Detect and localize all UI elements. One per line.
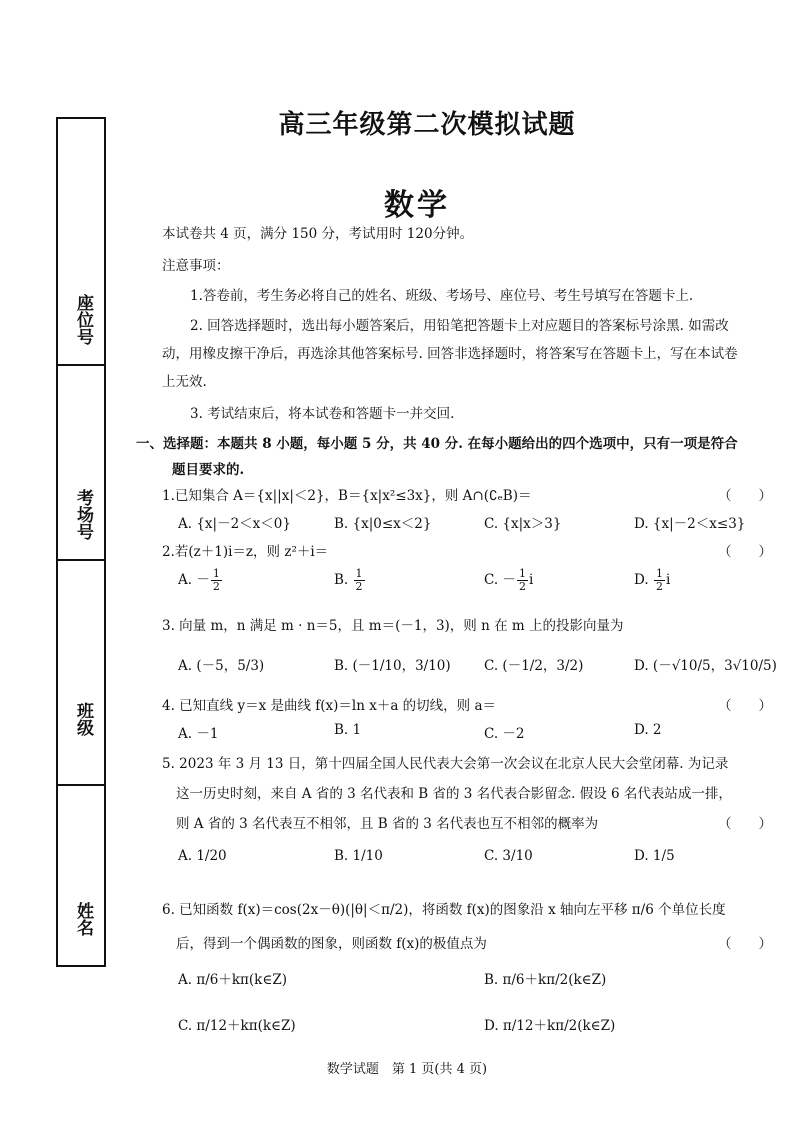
- q1-option-c: C. {x|x＞3}: [484, 516, 562, 532]
- q3-option-d: D. (－√10/5，3√10/5): [634, 658, 777, 674]
- sidebar-divider: [58, 784, 104, 786]
- q1-option-a: A. {x|－2＜x＜0}: [178, 516, 291, 532]
- fraction: [517, 568, 528, 593]
- intro-text: 本试卷共 4 页，满分 150 分，考试用时 120分钟。: [162, 226, 474, 242]
- denominator: 2: [518, 580, 526, 593]
- q4-option-a: A. －1: [178, 726, 219, 742]
- note-1: 1.答卷前，考生务必将自己的姓名、班级、考场号、座位号、考生号填写在答题卡上.: [190, 288, 694, 304]
- numerator: 1: [212, 567, 220, 580]
- q2-option-d: [634, 568, 670, 593]
- q5-stem-3: 则 A 省的 3 名代表互不相邻，且 B 省的 3 名代表也互不相邻的概率为: [176, 816, 599, 832]
- q3-option-b: B. (－1/10，3/10): [334, 658, 451, 674]
- subject-title: 数学: [384, 188, 450, 223]
- sidebar-divider: [58, 364, 104, 366]
- exam-title: 高三年级第二次模拟试题: [278, 110, 576, 140]
- binding-sidebar: [56, 117, 106, 967]
- page-footer: 数学试题 第 1 页(共 4 页): [326, 1062, 488, 1077]
- q2-option-b-prefix: B.: [334, 572, 353, 588]
- q2-option-d-prefix: D.: [634, 572, 653, 588]
- notes-heading: 注意事项：: [162, 258, 230, 274]
- q1-option-d: D. {x|－2＜x≤3}: [634, 516, 746, 532]
- q1-stem: 1.已知集合 A＝{x||x|＜2}，B＝{x|x²≤3x}，则 A∩(∁ₑB)＝: [162, 488, 532, 504]
- answer-paren: （ ）: [718, 698, 772, 714]
- answer-paren: （ ）: [718, 544, 772, 560]
- q2-option-a-prefix: A. －: [178, 572, 210, 588]
- q6-option-b: B. π/6＋kπ/2(k∈Z): [484, 972, 607, 988]
- q6-stem-1: 6. 已知函数 f(x)＝cos(2x－θ)(|θ|＜π/2)，将函数 f(x)的图象沿 x 轴向左平移 π/6 个单位长度: [162, 902, 726, 918]
- q3-option-c: C. (－1/2，3/2): [484, 658, 584, 674]
- fraction: [211, 568, 222, 593]
- q5-option-d: D. 1/5: [634, 848, 675, 864]
- section-heading: 一、选择题：本题共 8 小题，每小题 5 分，共 40 分. 在每小题给出的四个选项中，只有一项是符合: [136, 436, 738, 452]
- q5-option-b: B. 1/10: [334, 848, 383, 864]
- q5-option-a: A. 1/20: [178, 848, 227, 864]
- q5-option-c: C. 3/10: [484, 848, 533, 864]
- note-2-end: 上无效.: [162, 374, 207, 390]
- numerator: 1: [355, 567, 363, 580]
- q1-option-b: B. {x|0≤x＜2}: [334, 516, 432, 532]
- q6-option-c: C. π/12＋kπ(k∈Z): [178, 1018, 296, 1034]
- answer-paren: （ ）: [718, 936, 772, 952]
- answer-paren: （ ）: [718, 488, 772, 504]
- exam-room-label: 考场号: [73, 488, 93, 540]
- numerator: 1: [518, 567, 526, 580]
- numerator: 1: [655, 567, 663, 580]
- q2-option-c-suffix: i: [528, 572, 534, 588]
- q4-stem: 4. 已知直线 y＝x 是曲线 f(x)＝ln x＋a 的切线，则 a＝: [162, 698, 497, 714]
- q4-option-c: C. －2: [484, 726, 525, 742]
- section-heading-cont: 题目要求的.: [172, 462, 245, 478]
- note-3: 3. 考试结束后，将本试卷和答题卡一并交回.: [190, 406, 455, 422]
- answer-paren: （ ）: [718, 816, 772, 832]
- q2-option-a: [178, 568, 223, 593]
- q6-option-d: D. π/12＋kπ/2(k∈Z): [484, 1018, 616, 1034]
- q4-option-d: D. 2: [634, 722, 662, 738]
- q3-stem: 3. 向量 m，n 满足 m · n＝5，且 m＝(－1，3)，则 n 在 m 上的投影向量为: [162, 618, 624, 634]
- denominator: 2: [355, 580, 363, 593]
- fraction: [354, 568, 365, 593]
- q2-option-c-prefix: C. －: [484, 572, 516, 588]
- note-2-cont: 动，用橡皮擦干净后，再选涂其他答案标号. 回答非选择题时，将答案写在答题卡上，写在本试卷: [162, 346, 738, 362]
- q2-option-d-suffix: i: [665, 572, 671, 588]
- denominator: 2: [212, 580, 220, 593]
- denominator: 2: [655, 580, 663, 593]
- q6-option-a: A. π/6＋kπ(k∈Z): [178, 972, 287, 988]
- fraction: [654, 568, 665, 593]
- q4-option-b: B. 1: [334, 722, 362, 738]
- q5-stem-1: 5. 2023 年 3 月 13 日，第十四届全国人民代表大会第一次会议在北京人民大会堂闭幕. 为记录: [162, 756, 729, 772]
- q5-stem-2: 这一历史时刻，来自 A 省的 3 名代表和 B 省的 3 名代表合影留念. 假设 6 名代表站成一排，: [176, 786, 732, 802]
- seat-number-label: 座位号: [73, 293, 93, 345]
- q6-stem-2: 后，得到一个偶函数的图象，则函数 f(x)的极值点为: [176, 936, 487, 952]
- name-label: 姓名: [73, 902, 93, 936]
- note-2: 2. 回答选择题时，选出每小题答案后，用铅笔把答题卡上对应题目的答案标号涂黑. 如需改: [190, 318, 729, 334]
- q3-option-a: A. (－5，5/3): [178, 658, 265, 674]
- q2-option-b: [334, 568, 366, 593]
- sidebar-divider: [58, 559, 104, 561]
- class-label: 班级: [73, 702, 93, 736]
- q2-stem: 2.若(z＋1)i＝z，则 z²＋i＝: [162, 544, 329, 560]
- q2-option-c: [484, 568, 533, 593]
